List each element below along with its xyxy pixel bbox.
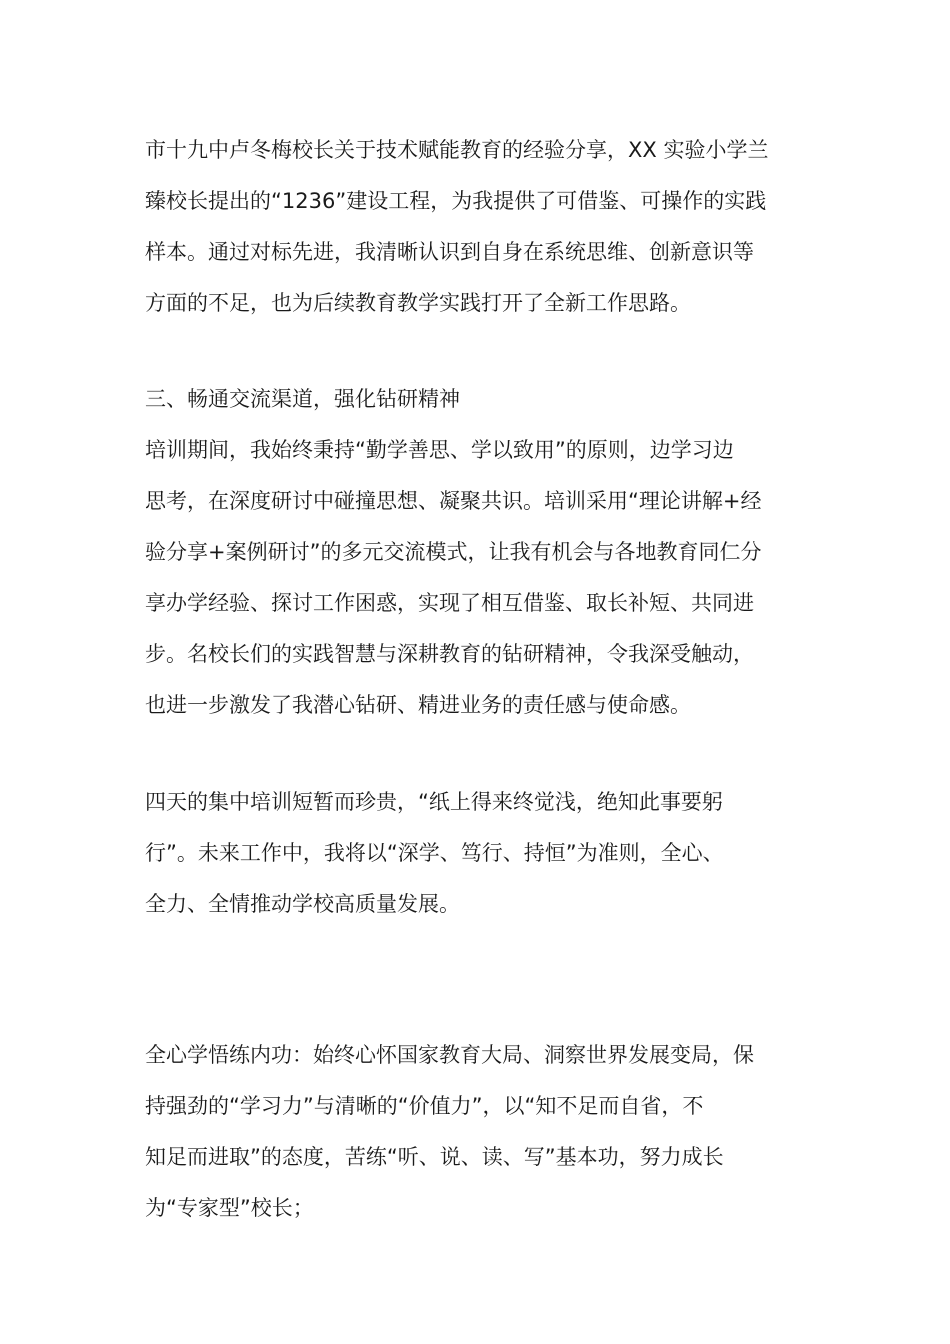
text-line: 享办学经验、探讨工作困惑，实现了相互借鉴、取长补短、共同进 [145,591,754,615]
text-line: 步。名校长们的实践智慧与深耕教育的钻研精神，令我深受触动， [145,642,754,666]
text-line: 思考，在深度研讨中碰撞思想、凝聚共识。培训采用“理论讲解+经 [145,489,762,513]
text-line: 为“专家型”校长； [145,1196,314,1220]
text-line: 也进一步激发了我潜心钻研、精进业务的责任感与使命感。 [145,693,691,717]
text-line: 样本。通过对标先进，我清晰认识到自身在系统思维、创新意识等 [145,240,754,264]
section-heading-3 [145,374,815,425]
text-line: 臻校长提出的“1236”建设工程，为我提供了可借鉴、可操作的实践 [145,189,767,213]
text-line: 持强劲的“学习力”与清晰的“价值力”，以“知不足而自省，不 [145,1094,704,1118]
section-heading-text: 三、畅通交流渠道，强化钻研精神 [145,387,460,411]
paragraph-inner-skills [145,1030,815,1234]
text-line: 培训期间，我始终秉持“勤学善思、学以致用”的原则，边学习边 [145,438,734,462]
text-line: 知足而进取”的态度，苦练“听、说、读、写”基本功，努力成长 [145,1145,724,1169]
text-line: 方面的不足，也为后续教育教学实践打开了全新工作思路。 [145,291,691,315]
paragraph-technology-empowerment [145,125,815,329]
paragraph-training-summary [145,777,815,930]
text-line: 全心学悟练内功：始终心怀国家教育大局、洞察世界发展变局，保 [145,1043,754,1067]
text-line: 全力、全情推动学校高质量发展。 [145,892,460,916]
text-line: 行”。未来工作中，我将以“深学、笃行、持恒”为准则，全心、 [145,841,724,865]
text-line: 四天的集中培训短暂而珍贵，“纸上得来终觉浅，绝知此事要躬 [145,790,723,814]
text-line: 市十九中卢冬梅校长关于技术赋能教育的经验分享，XX 实验小学兰 [145,138,769,162]
text-line: 验分享+案例研讨”的多元交流模式，让我有机会与各地教育同仁分 [145,540,762,564]
paragraph-exchange-channels [145,425,815,731]
